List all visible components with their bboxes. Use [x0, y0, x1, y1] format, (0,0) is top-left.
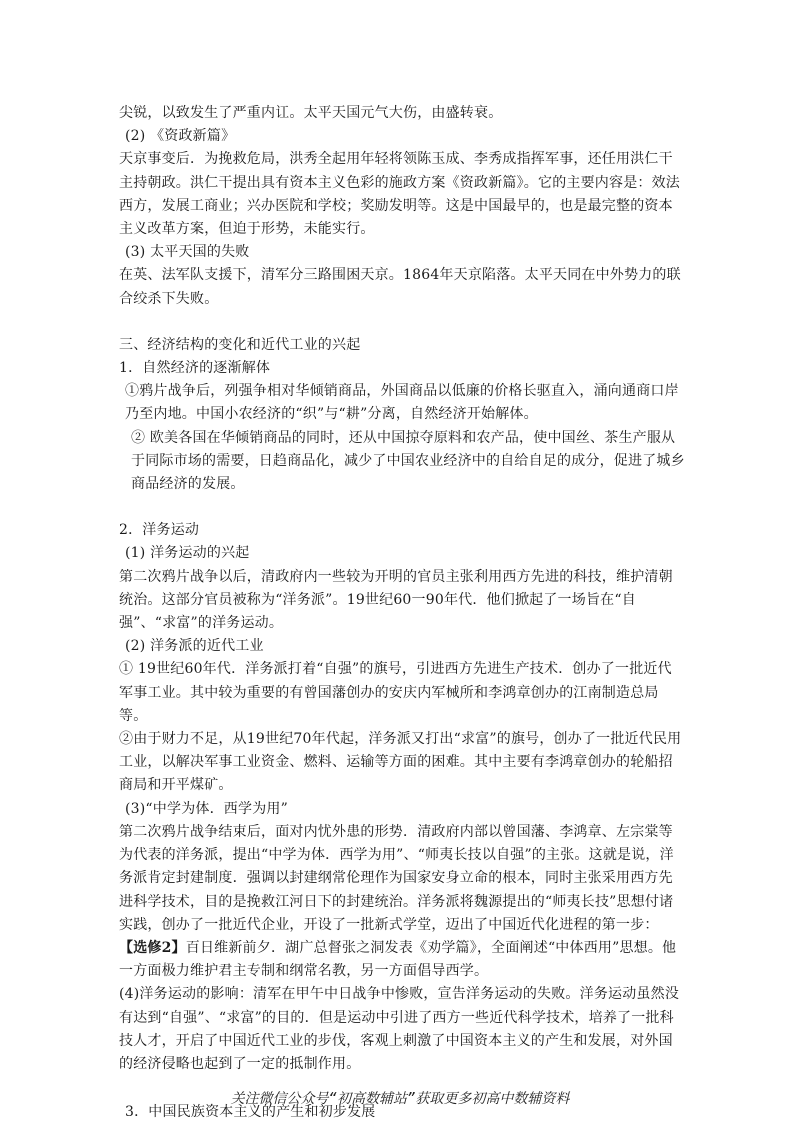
paragraph: ② 欧美各国在华倾销商品的同时，还从中国掠夺原料和农产品，使中国丝、茶生产服从于同际市场的需要，日趋商品化，减少了中国农业经济中的自给自足的成分，促进了城乡商品经济的发展。 [131, 429, 685, 493]
subheading: (3)“中学为体．西学为用” [125, 800, 288, 817]
document-body [119, 102, 685, 1124]
paragraph: 尖锐，以致发生了严重内讧。太平天国元气大伤，由盛转衰。 [119, 105, 503, 121]
paragraph: ①鸦片战争后，列强争相对华倾销商品，外国商品以低廉的价格长驱直入，涌向通商口岸乃至内地。中国小农经济的“织”与“耕”分离，自然经济开始解体。 [125, 383, 679, 423]
paragraph: 天京事变后．为挽救危局，洪秀全起用年轻将领陈玉成、李秀成指挥军事，还任用洪仁干主持朝政。洪仁干提出具有资本主义色彩的施政方案《资政新篇》。它的主要内容是：效法西方，发展工商业；兴办医院和学校；奖励发明等。这是中国最早的，也是最完整的资本主义改革方案，但迫于形势，未能实行。 [119, 151, 680, 238]
paragraph [119, 821, 685, 983]
paragraph: (4)洋务运动的影响：清军在甲午中日战争中惨败，宣告洋务运动的失败。洋务运动虽然没有达到“自强”、“求富”的目的．但是运动中引进了西方一些近代科学技术，培养了一批科技人才，开启了中国近代工业的步伐，客观上刺激了中国资本主义的产生和发展，对外国的经济侵略也起到了一定的抵制作用。 [119, 986, 680, 1072]
subheading: (1) 洋务运动的兴起 [125, 545, 250, 562]
subheading: 1．自然经济的逐渐解体 [119, 360, 271, 377]
paragraph: 在英、法军队支援下，清军分三路围困天京。1864年天京陷落。太平天同在中外势力的联合绞杀下失败。 [119, 267, 681, 307]
paragraph: 第二次鸦片战争以后，清政府内一些较为开明的官员主张利用西方先进的科技，维护清朝统治。这部分官员被称为“洋务派”。19世纪60一90年代．他们掀起了一场旨在“自强”、“求富”的洋务运动。 [119, 568, 673, 632]
subheading: 3．中国民族资本主义的产生和初步发展 [125, 1104, 376, 1121]
paragraph-text: 百日维新前夕．湖广总督张之洞发表《劝学篇》，全面阐述“中体西用”思想。他一方面极力维护君主专制和纲常名教，另一方面倡导西学。 [119, 939, 677, 980]
subheading: 2．洋务运动 [119, 522, 200, 539]
footer-note: 关注微信公众号“初高数辅站”获取更多初高中数辅资料 [230, 1091, 570, 1107]
paragraph-text: 第二次鸦片战争结束后，面对内忧外患的形势．清政府内部以曾国藩、李鸿章、左宗棠等为代表的洋务派，提出“中学为体．西学为用”、“师夷长技以自强”的主张。这就是说，洋务派肯定封建制度．强调以封建纲常伦理作为国家安身立命的根本，同时主张采用西方先进科学技术，目的是挽救江河日下的封建统治。洋务派将魏源提出的“师夷长技”思想付诸实践，创办了一批近代企业，开设了一批新式学堂，迈出了中国近代化进程的第一步： [119, 823, 674, 933]
paragraph: ②由于财力不足，从19世纪70年代起，洋务派又打出“求富”的旗号，创办了一批近代民用工业，以解决军事工业资金、燃料、运输等方面的困难。其中主要有李鸿章创办的轮船招商局和开平煤矿。 [119, 731, 682, 794]
subheading: (2) 洋务派的近代工业 [125, 638, 264, 655]
paragraph: ① 19世纪60年代．洋务派打着“自强”的旗号，引进西方先进生产技术．创办了一批近代军事工业。其中较为重要的有曾国藩创办的安庆内军械所和李鸿章创办的江南制造总局等。 [119, 661, 672, 724]
subheading: (2) 《资政新篇》 [125, 128, 236, 145]
elective-tag: 【选修2】 [119, 939, 186, 956]
subheading: (3) 太平天国的失败 [125, 244, 250, 261]
section-heading: 三、经济结构的变化和近代工业的兴起 [119, 336, 361, 353]
